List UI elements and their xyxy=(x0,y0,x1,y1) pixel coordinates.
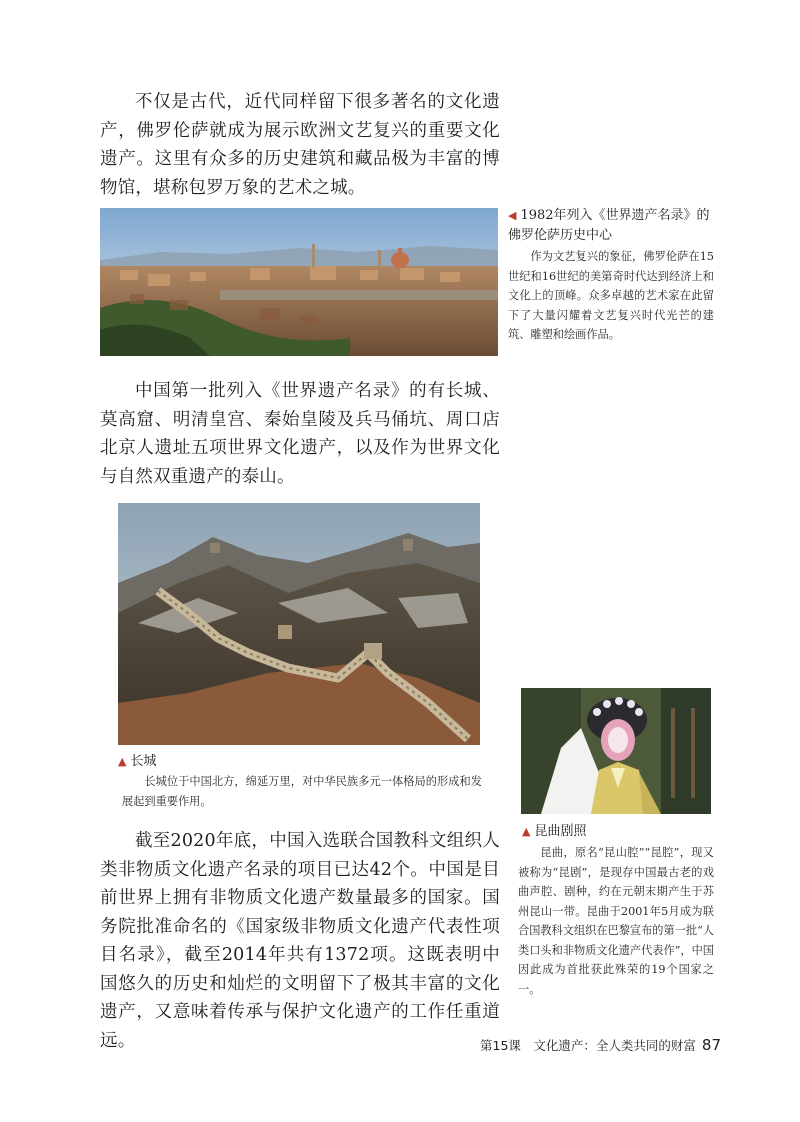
great-wall-caption-title-text: 长城 xyxy=(130,754,157,769)
caption-marker-up-icon: ▲ xyxy=(522,825,531,838)
caption-marker-up-icon: ▲ xyxy=(118,755,127,768)
body-paragraph-world-heritage: 中国第一批列入《世界遗产名录》的有长城、莫高窟、明清皇宫、秦始皇陵及兵马俑坑、周口店北京人遗址五项世界文化遗产，以及作为世界文化与自然双重遗产的泰山。 xyxy=(100,381,500,487)
page-footer xyxy=(480,1036,720,1054)
kunqu-opera-photo xyxy=(521,688,711,814)
great-wall-photo xyxy=(118,503,480,745)
great-wall-caption-title xyxy=(118,752,318,772)
florence-caption-title-text: 1982年列入《世界遗产名录》的佛罗伦萨历史中心 xyxy=(508,208,710,243)
florence-caption-body: 作为文艺复兴的象征，佛罗伦萨在15世纪和16世纪的美第奇时代达到经济上和文化上的顶峰。众多卓越的艺术家在此留下了大量闪耀着文艺复兴时代光芒的建筑、雕塑和绘画作品。 xyxy=(508,250,714,341)
kunqu-caption-title-text: 昆曲剧照 xyxy=(534,824,587,839)
lesson-title: 第15课 文化遗产：全人类共同的财富 xyxy=(480,1038,696,1053)
caption-marker-left-icon: ◀ xyxy=(508,209,517,222)
body-paragraph-intangible-heritage: 截至2020年底，中国入选联合国教科文组织人类非物质文化遗产名录的项目已达42个。中国是目前世界上拥有非物质文化遗产数量最多的国家。国务院批准命名的《国家级非物质文化遗产代表性项目名录》，截至2014年共有1372项。这既表明中国悠久的历史和灿烂的文明留下了极其丰富的文化遗产，又意味着传承与保护文化遗产的工作任重道远。 xyxy=(100,831,500,1051)
great-wall-caption-body: 长城位于中国北方，绵延万里，对中华民族多元一体格局的形成和发展起到重要作用。 xyxy=(122,775,482,808)
kunqu-caption-title xyxy=(522,822,712,842)
page-number: 87 xyxy=(701,1036,722,1054)
florence-caption-title xyxy=(508,206,718,246)
florence-photo xyxy=(100,208,498,356)
kunqu-caption-body: 昆曲，原名“昆山腔”“昆腔”，现又被称为“昆剧”，是现存中国最古老的戏曲声腔、剧种，约在元朝末期产生于苏州昆山一带。昆曲于2001年5月成为联合国教科文组织在巴黎宣布的第一批“人类口头和非物质文化遗产代表作”，中国因此成为首批获此殊荣的19个国家之一。 xyxy=(518,846,714,996)
body-paragraph-florence: 不仅是古代，近代同样留下很多著名的文化遗产，佛罗伦萨就成为展示欧洲文艺复兴的重要文化遗产。这里有众多的历史建筑和藏品极为丰富的博物馆，堪称包罗万象的艺术之城。 xyxy=(100,92,500,198)
